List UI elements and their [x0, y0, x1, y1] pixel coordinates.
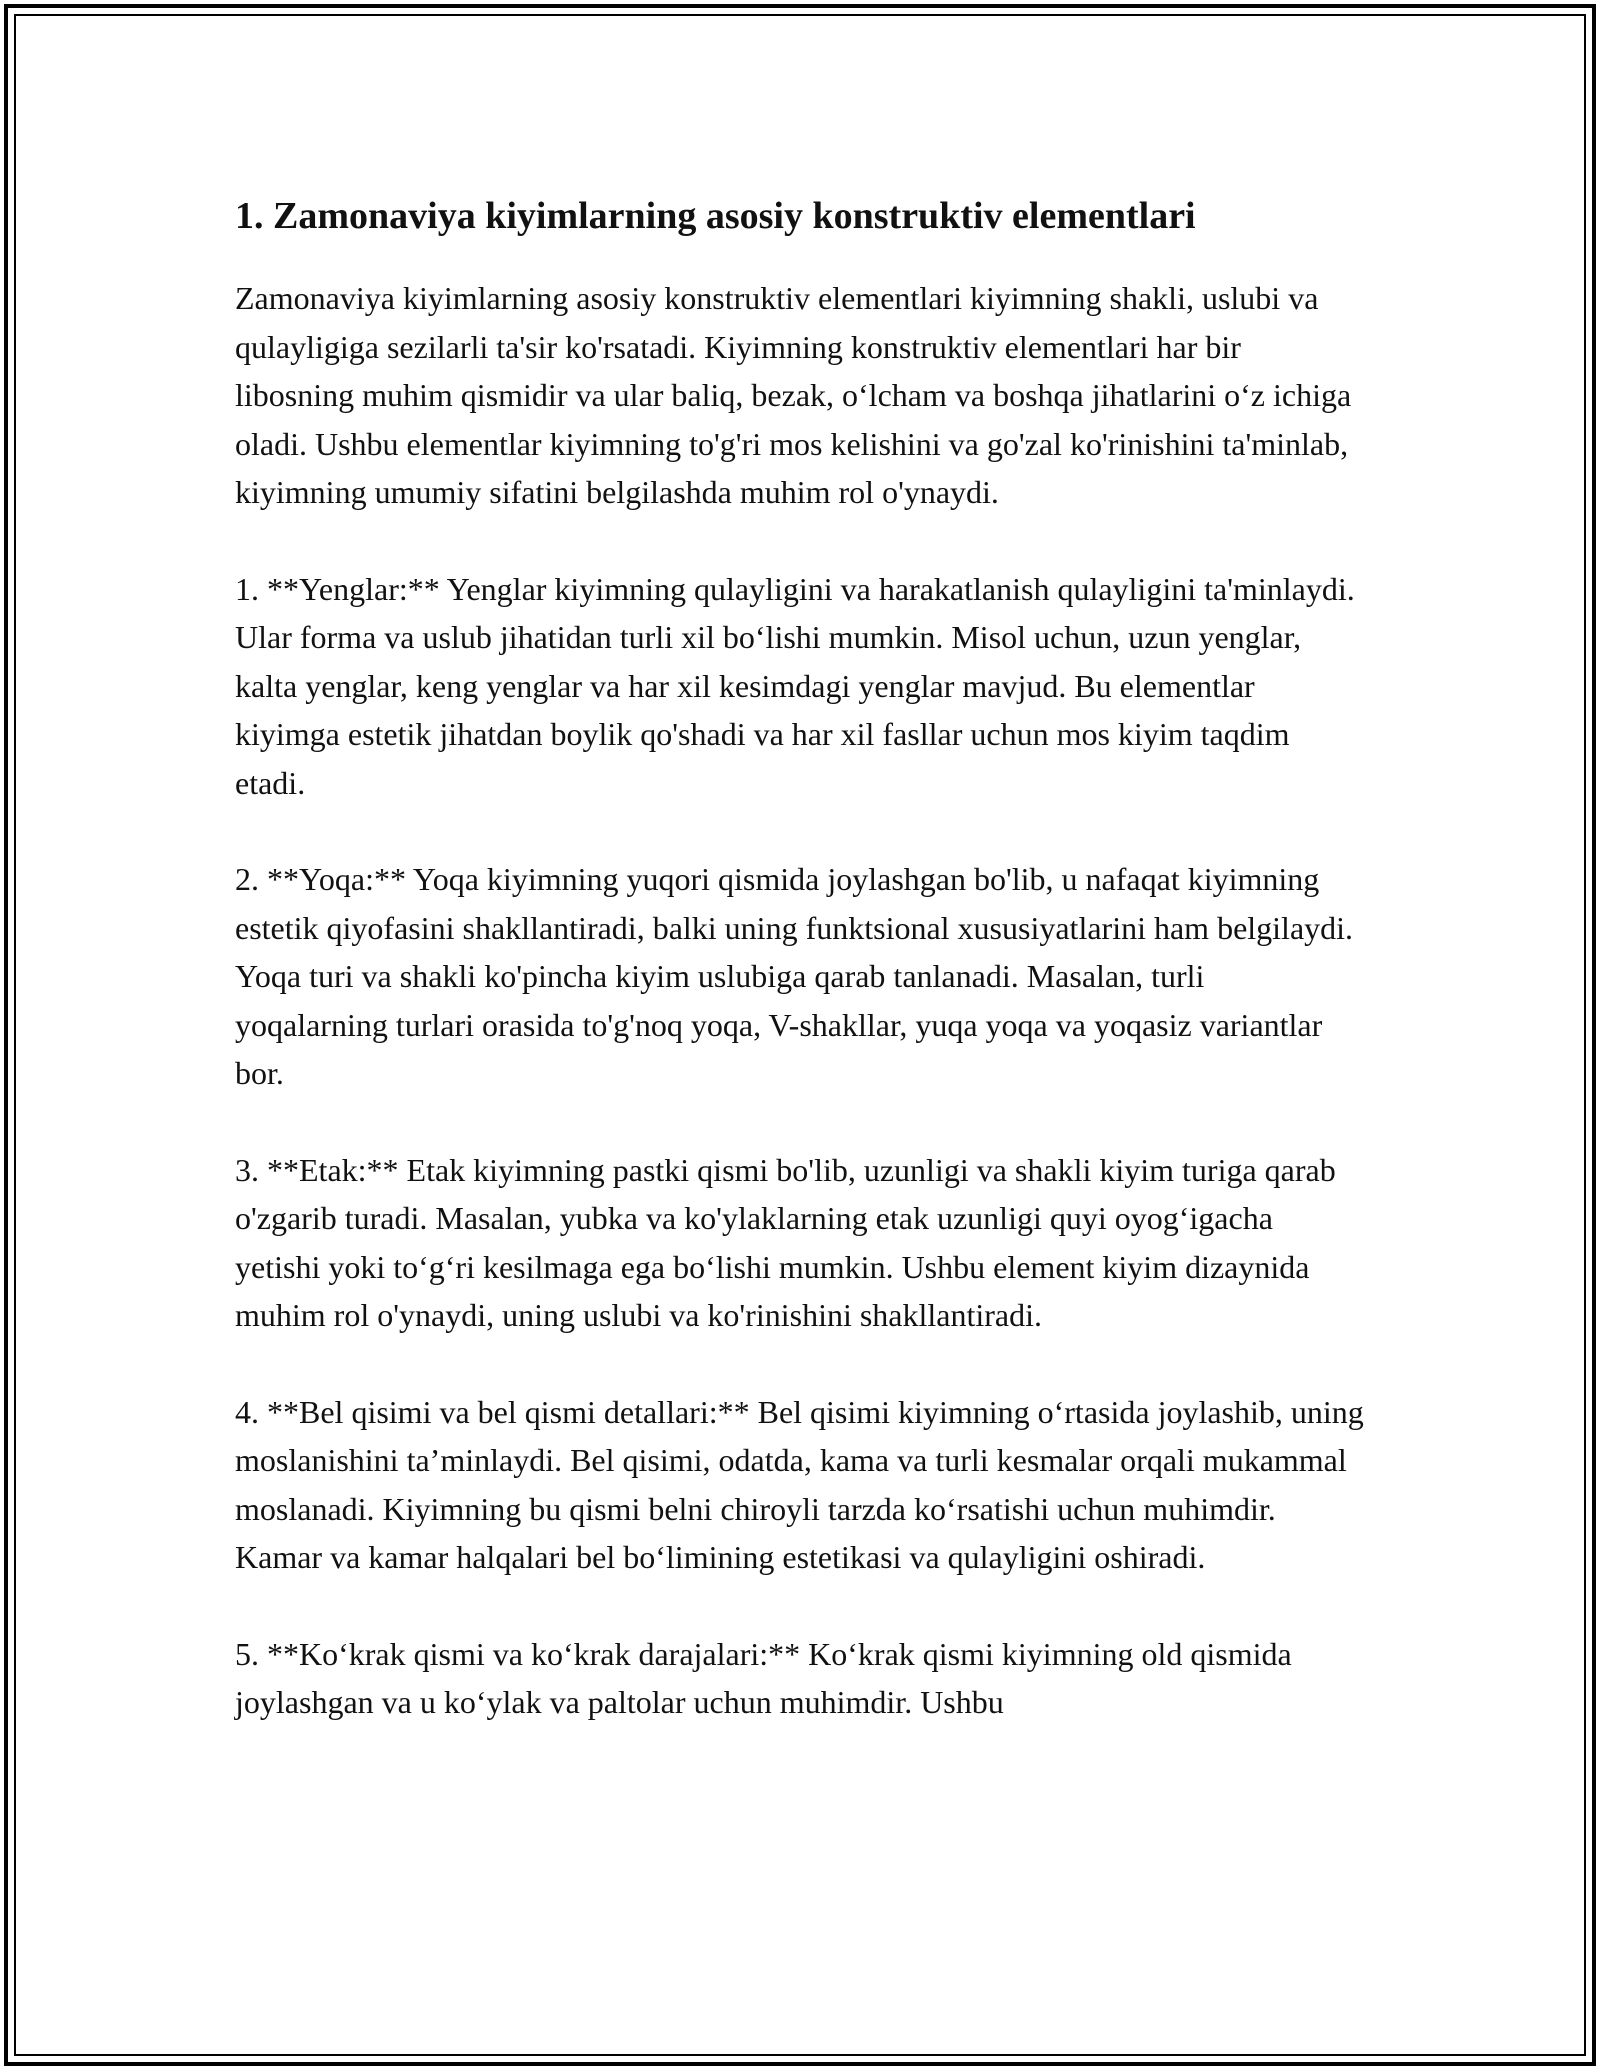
- intro-paragraph: Zamonaviya kiyimlarning asosiy konstruktiv elementlari kiyimning shakli, uslubi va qulayligiga sezilarli ta'sir ko'rsatadi. Kiyimning konstruktiv elementlari har bir libosning muhim qismidir va ular baliq, bezak, o‘lcham va boshqa jihatlarini o‘z ichiga oladi. Ushbu elementlar kiyimning to'g'ri mos kelishini va go'zal ko'rinishini ta'minlab, kiyimning umumiy sifatini belgilashda muhim rol o'ynaydi.: [235, 280, 1352, 510]
- paragraph-bel-qisimi: 4. **Bel qisimi va bel qismi detallari:** Bel qisimi kiyimning o‘rtasida joylashib, uning moslanishini ta’minlaydi. Bel qisimi, odatda, kama va turli kesmalar orqali mukammal moslanadi. Kiyimning bu qismi belni chiroyli tarzda ko‘rsatishi uchun muhimdir. Kamar va kamar halqalari bel bo‘limining estetikasi va qulayligini oshiradi.: [235, 1393, 1364, 1575]
- document-body: [235, 188, 1365, 1775]
- paragraph-etak: 3. **Etak:** Etak kiyimning pastki qismi bo'lib, uzunligi va shakli kiyim turiga qarab o'zgarib turadi. Masalan, yubka va ko'ylaklarning etak uzunligi quyi oyog‘igacha yetishi yoki to‘g‘ri kesilmaga ega bo‘lishi mumkin. Ushbu element kiyim dizaynida muhim rol o'ynaydi, uning uslubi va ko'rinishini shakllantiradi.: [235, 1151, 1336, 1333]
- paragraph-yenglar: 1. **Yenglar:** Yenglar kiyimning qulayligini va harakatlanish qulayligini ta'minlaydi. Ular forma va uslub jihatidan turli xil bo‘lishi mumkin. Misol uchun, uzun yenglar, kalta yenglar, keng yenglar va har xil kesimdagi yenglar mavjud. Bu elementlar kiyimga estetik jihatdan boylik qo'shadi va har xil fasllar uchun mos kiyim taqdim etadi.: [235, 570, 1355, 801]
- section-heading: 1. Zamonaviya kiyimlarning asosiy konstruktiv elementlari: [235, 195, 1196, 237]
- paragraph-kokrak-qismi: 5. **Ko‘krak qismi va ko‘krak darajalari:** Ko‘krak qismi kiyimning old qismida joylashgan va u ko‘ylak va paltolar uchun muhimdir. Ushbu: [235, 1635, 1292, 1720]
- paragraph-yoqa: 2. **Yoqa:** Yoqa kiyimning yuqori qismida joylashgan bo'lib, u nafaqat kiyimning estetik qiyofasini shakllantiradi, balki uning funktsional xususiyatlarini ham belgilaydi. Yoqa turi va shakli ko'pincha kiyim uslubiga qarab tanlanadi. Masalan, turli yoqalarning turlari orasida to'g'noq yoqa, V-shakllar, yuqa yoqa va yoqasiz variantlar bor.: [235, 861, 1354, 1091]
